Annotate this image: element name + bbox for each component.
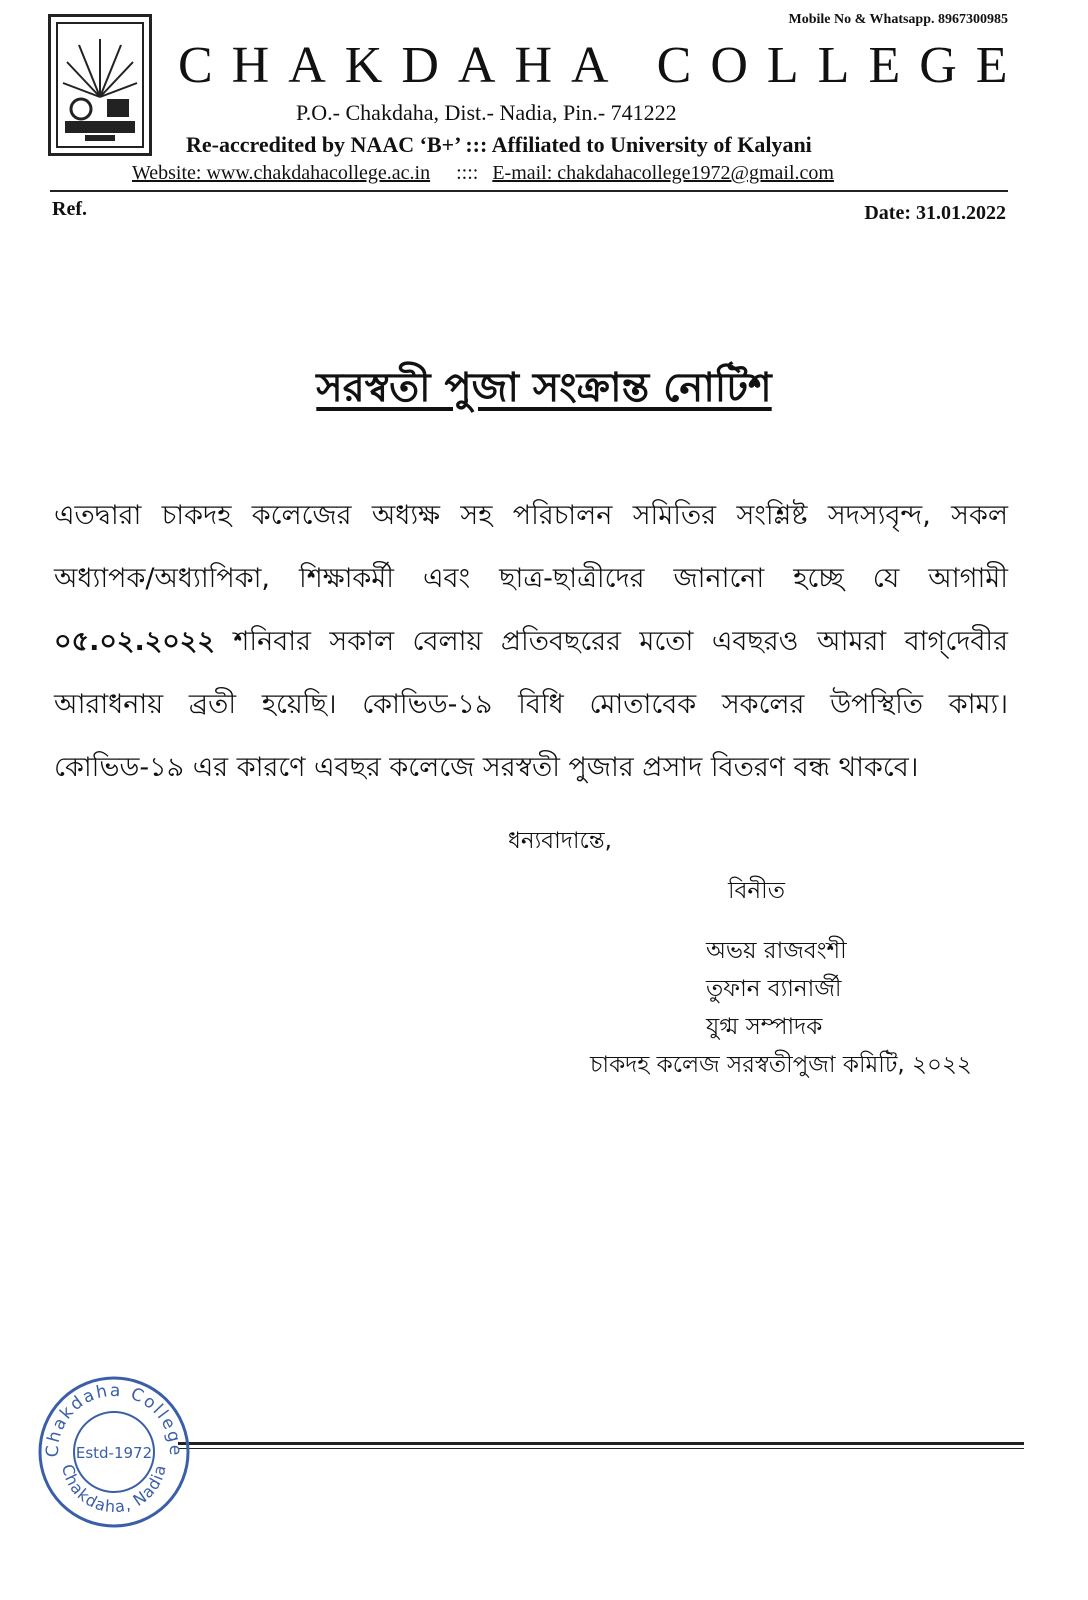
seal-top-text: Chakdaha College <box>42 1380 186 1458</box>
signatory-designation: যুগ্ম সম্পাদক <box>706 1014 823 1040</box>
website-text: Website: www.chakdahacollege.ac.in <box>132 162 431 184</box>
seal-center-text: Estd-1972 <box>75 1444 153 1462</box>
body-part-1: এতদ্বারা চাকদহ কলেজের অধ্যক্ষ সহ পরিচালন সমিতির সংশ্লিষ্ট সদস্যবৃন্দ, সকল অধ্যাপক/অধ্যাপিকা, শিক্ষাকর্মী এবং ছাত্র-ছাত্রীদের জানানো হচ্ছে যে আগামী <box>54 500 1008 594</box>
notice-date: Date: 31.01.2022 <box>864 202 1006 224</box>
college-logo <box>48 14 152 156</box>
puja-date: ০৫.০২.২০২২ <box>54 626 215 657</box>
college-address: P.O.- Chakdaha, Dist.- Nadia, Pin.- 741222 <box>296 100 677 125</box>
separator-text: :::: <box>456 162 479 184</box>
closing-thanks: ধন্যবাদান্তে, <box>508 828 612 854</box>
notice-body <box>54 484 1008 799</box>
footer-divider <box>178 1442 1024 1449</box>
closing-humbly: বিনীত <box>728 878 785 904</box>
notice-title <box>0 356 1088 423</box>
header-divider <box>50 190 1008 192</box>
seal-bottom-text: Chakdaha, Nadia <box>58 1462 170 1517</box>
reference-label: Ref. <box>52 198 87 220</box>
notice-title-text: সরস্বতী পুজা সংক্রান্ত নোটিশ <box>316 365 772 411</box>
signatory-name: তুফান ব্যানার্জী <box>706 976 842 1002</box>
college-emblem-icon <box>51 17 149 153</box>
signatory-name: অভয় রাজবংশী <box>706 938 847 964</box>
mobile-number: Mobile No & Whatsapp. 8967300985 <box>788 12 1008 27</box>
accreditation-line: Re-accredited by NAAC ‘B+’ ::: Affiliated to University of Kalyani <box>186 132 812 157</box>
contact-line <box>132 162 834 185</box>
college-seal <box>36 1374 192 1530</box>
svg-text:Chakdaha, Nadia <box>58 1462 170 1516</box>
college-name: CHAKDAHA COLLEGE <box>178 37 1027 94</box>
email-text: E-mail: chakdahacollege1972@gmail.com <box>492 162 834 184</box>
seal-stamp-icon <box>36 1374 192 1530</box>
body-part-2: শনিবার সকাল বেলায় প্রতিবছরের মতো এবছরও আমরা বাগ্‌দেবীর আরাধনায় ব্রতী হয়েছি। কোভিড-১৯ বিধি মোতাবেক সকলের উপস্থিতি কাম্য। কোভিড-১৯ এর কারণে এবছর কলেজে সরস্বতী পুজার প্রসাদ বিতরণ বন্ধ থাকবে। <box>54 626 1008 783</box>
committee-name: চাকদহ কলেজ সরস্বতীপুজা কমিটি, ২০২২ <box>590 1052 972 1078</box>
